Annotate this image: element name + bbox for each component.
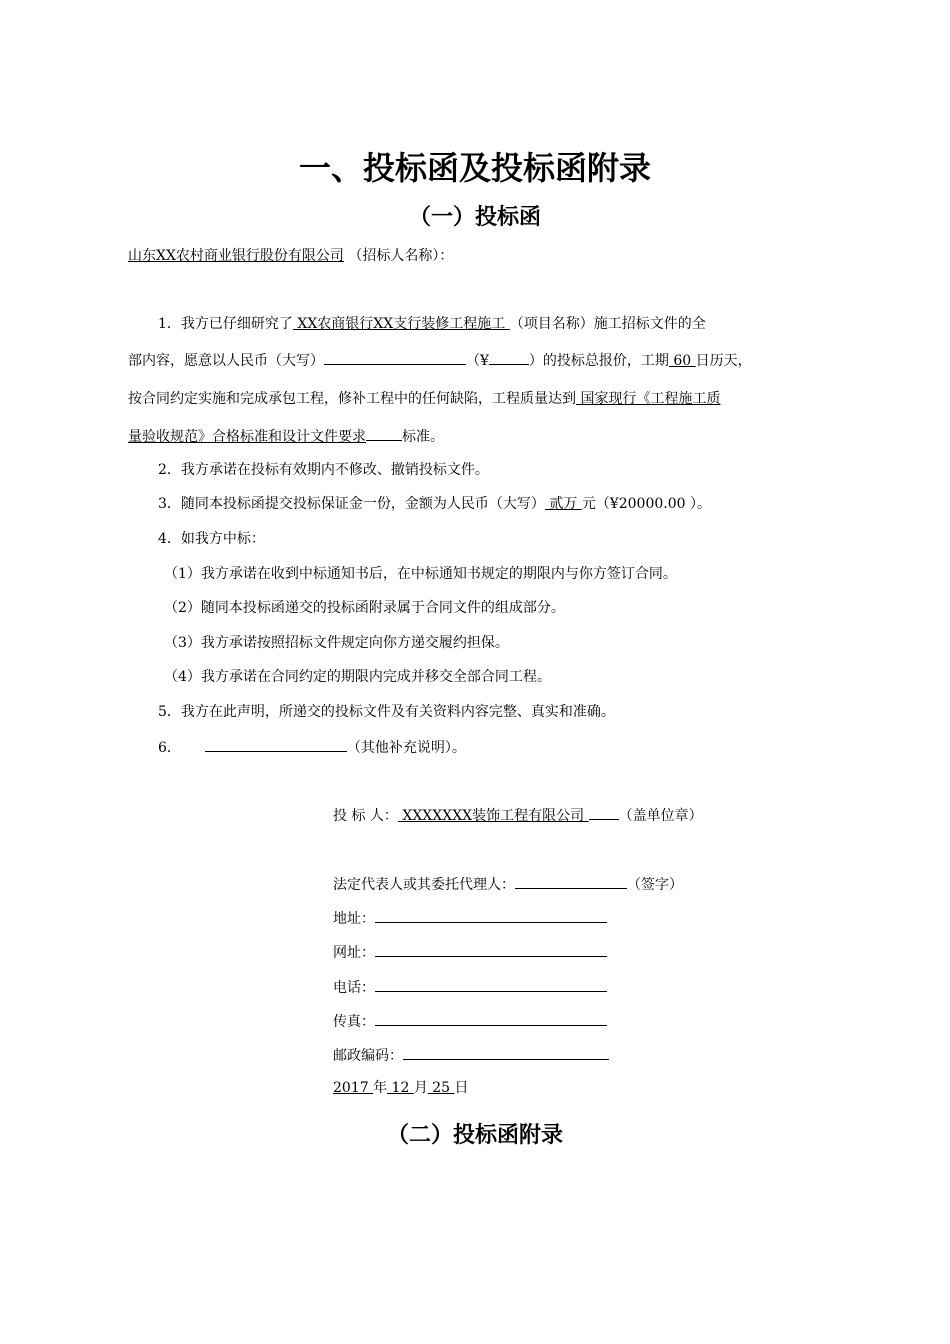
item6 xyxy=(158,737,466,758)
section-title-appendix: （二）投标函附录 xyxy=(386,1123,563,1148)
sub-item-2: （2）随同本投标函递交的投标函附录属于合同文件的组成部分。 xyxy=(164,600,565,616)
item1-text-b: 部内容，愿意以人民币（大写） xyxy=(128,353,324,369)
date-line xyxy=(333,1078,469,1098)
bidder-blank-tail xyxy=(589,805,619,820)
phone-label: 电话： xyxy=(333,980,375,996)
representative-blank xyxy=(515,874,627,889)
date-year: 2017 xyxy=(333,1080,374,1096)
other-notes-blank xyxy=(205,737,347,752)
postcode-line xyxy=(333,1045,609,1066)
date-month-label: 月 xyxy=(413,1080,428,1096)
item1-text-d: ）的投标总报价，工期 xyxy=(528,353,669,369)
fax-blank xyxy=(375,1011,607,1026)
item1-text-e: 日历天， xyxy=(695,353,752,369)
fax-line xyxy=(333,1011,607,1032)
fax-label: 传真： xyxy=(333,1014,375,1030)
recipient-suffix: （招标人名称）： xyxy=(348,248,454,264)
item5: 5．我方在此声明，所递交的投标文件及有关资料内容完整、真实和准确。 xyxy=(158,704,615,720)
sub-item-1: （1）我方承诺在收到中标通知书后，在中标通知书规定的期限内与你方签订合同。 xyxy=(164,566,677,582)
item1-text-f: 按合同约定实施和完成承包工程，修补工程中的任何缺陷，工程质量达到 xyxy=(128,391,576,407)
website-label: 网址： xyxy=(333,945,375,961)
website-line xyxy=(333,942,607,963)
price-number-blank xyxy=(489,350,529,365)
sub-item-4: （4）我方承诺在合同约定的期限内完成并移交全部合同工程。 xyxy=(164,669,551,685)
bidder-line xyxy=(333,805,703,826)
recipient-line xyxy=(128,246,453,266)
date-day: 25 xyxy=(427,1080,455,1096)
address-line xyxy=(333,908,607,929)
item3 xyxy=(158,494,711,514)
date-month: 12 xyxy=(387,1080,414,1096)
representative-line xyxy=(333,874,683,895)
recipient-name: 山东XX农村商业银行股份有限公司 xyxy=(128,248,344,264)
item4: 4．如我方中标： xyxy=(158,531,265,547)
bidder-label: 投 标 人： xyxy=(333,808,398,824)
item6-suffix: （其他补充说明）。 xyxy=(346,740,466,756)
date-day-label: 日 xyxy=(454,1080,469,1096)
project-name: XX农商银行XX支行装修工程施工 xyxy=(292,316,510,332)
address-label: 地址： xyxy=(333,911,375,927)
representative-suffix: （签字） xyxy=(627,877,683,893)
item1-line3 xyxy=(128,389,720,409)
website-blank xyxy=(375,942,607,957)
item3-text: 元（¥20000.00 ）。 xyxy=(581,496,711,512)
construction-period: 60 xyxy=(668,353,696,369)
section-title-bid-letter: （一）投标函 xyxy=(408,205,541,230)
item2: 2．我方承诺在投标有效期内不修改、撤销投标文件。 xyxy=(158,462,489,478)
sub-item-3: （3）我方承诺按照招标文件规定向你方递交履约担保。 xyxy=(164,635,509,651)
item1-text-a: （项目名称）施工招标文件的全 xyxy=(509,316,706,332)
item6-prefix: 6． xyxy=(158,740,181,756)
item1-line2 xyxy=(128,350,752,371)
bidder-name: XXXXXXX装饰工程有限公司 xyxy=(397,808,589,824)
item1-text-c: （¥ xyxy=(466,353,489,369)
postcode-blank xyxy=(403,1045,609,1060)
item1-prefix: 1．我方已仔细研究了 xyxy=(158,316,293,332)
quality-blank-tail xyxy=(366,426,402,441)
bidder-suffix: （盖单位章） xyxy=(618,808,703,824)
quality-standard-part1: 国家现行《工程施工质 xyxy=(576,391,721,407)
item1-line1 xyxy=(158,314,706,334)
representative-label: 法定代表人或其委托代理人： xyxy=(333,877,515,893)
bond-amount-words: 贰万 xyxy=(544,496,582,512)
document-title: 一、投标函及投标函附录 xyxy=(298,149,651,187)
quality-standard-part2: 量验收规范》合格标准和设计文件要求 xyxy=(128,429,366,445)
postcode-label: 邮政编码： xyxy=(333,1048,403,1064)
price-words-blank xyxy=(324,350,466,365)
item1-text-g: 标准。 xyxy=(402,429,444,445)
phone-line xyxy=(333,977,607,998)
address-blank xyxy=(375,908,607,923)
item3-prefix: 3．随同本投标函提交投标保证金一份，金额为人民币（大写） xyxy=(158,496,545,512)
phone-blank xyxy=(375,977,607,992)
date-year-label: 年 xyxy=(373,1080,388,1096)
item1-line4 xyxy=(128,426,444,447)
